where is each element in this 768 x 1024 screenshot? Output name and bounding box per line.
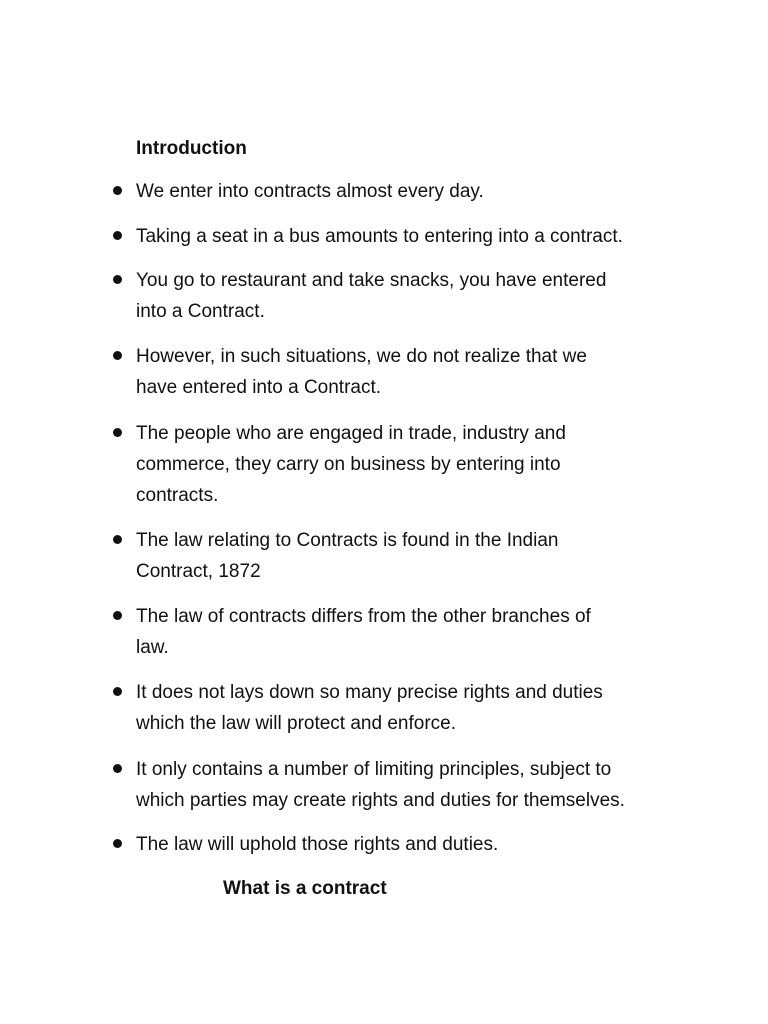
- list-item: [113, 525, 693, 587]
- list-item-text: The law relating to Contracts is found in the Indian Contract, 1872: [136, 530, 559, 582]
- list-item: [113, 176, 693, 207]
- bullet-icon: [113, 275, 122, 284]
- bullet-icon: [113, 351, 122, 360]
- bullet-icon: [113, 231, 122, 240]
- bullet-icon: [113, 687, 122, 696]
- list-item: [113, 418, 693, 511]
- bullet-icon: [113, 186, 122, 195]
- list-item: [113, 677, 693, 739]
- introduction-heading: Introduction: [136, 138, 247, 159]
- list-item-text: However, in such situations, we do not realize that we have entered into a Contract.: [136, 346, 587, 398]
- bullet-icon: [113, 764, 122, 773]
- list-item-text: Taking a seat in a bus amounts to entering into a contract.: [136, 226, 623, 247]
- list-item-text: It does not lays down so many precise rights and duties which the law will protect and enforce.: [136, 682, 603, 734]
- list-item-text: The people who are engaged in trade, industry and commerce, they carry on business by entering into contracts.: [136, 423, 566, 506]
- list-item-text: The law of contracts differs from the other branches of law.: [136, 606, 591, 658]
- what-is-a-contract-heading: What is a contract: [223, 878, 387, 899]
- bullet-icon: [113, 839, 122, 848]
- bullet-icon: [113, 611, 122, 620]
- list-item-text: It only contains a number of limiting principles, subject to which parties may create rights and duties for themselves.: [136, 759, 625, 811]
- list-item-text: The law will uphold those rights and duties.: [136, 834, 499, 855]
- list-item: [113, 341, 693, 403]
- list-item-text: We enter into contracts almost every day.: [136, 181, 484, 202]
- list-item: [113, 829, 693, 860]
- list-item-text: You go to restaurant and take snacks, you have entered into a Contract.: [136, 270, 607, 322]
- list-item: [113, 265, 693, 327]
- bullet-icon: [113, 535, 122, 544]
- list-item: [113, 601, 693, 663]
- list-item: [113, 754, 693, 816]
- bullet-icon: [113, 428, 122, 437]
- list-item: [113, 221, 693, 252]
